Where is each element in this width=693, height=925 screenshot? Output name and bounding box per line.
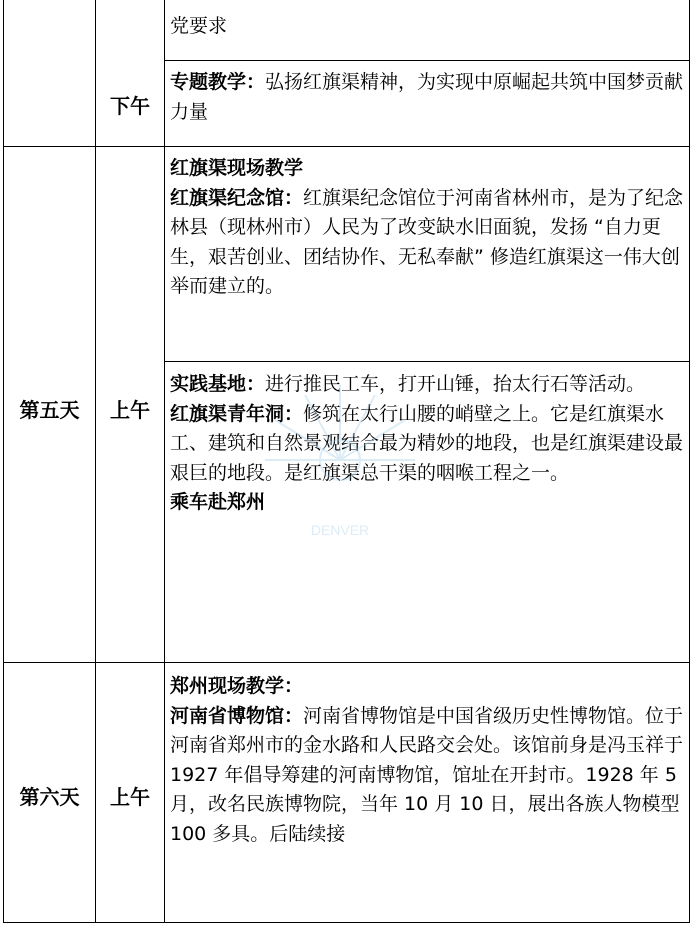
day5-memorial-paragraph <box>170 184 685 302</box>
day5-tunnel-heading: 红旗渠青年洞： <box>170 402 304 425</box>
row1-paragraph <box>170 68 685 127</box>
day6-content <box>170 672 685 849</box>
row1-time: 下午 <box>110 94 150 118</box>
rule-r1-bottom <box>3 146 690 147</box>
day5-practice-body: 进行推民工车，打开山锤，抬太行石等活动。 <box>265 373 646 395</box>
day6-label: 第六天 <box>19 785 80 809</box>
day5-block2 <box>170 370 685 518</box>
day6-time: 上午 <box>110 785 150 809</box>
row1-content <box>170 68 685 127</box>
day5-time: 上午 <box>110 398 150 422</box>
day5-title: 红旗渠现场教学 <box>170 157 304 179</box>
rule-day5-split <box>164 361 690 362</box>
day5-label: 第五天 <box>19 398 80 422</box>
row0-content <box>170 12 685 42</box>
rule-r0-bottom <box>164 60 690 61</box>
rule-day5-bottom <box>3 662 690 663</box>
day5-practice-heading: 实践基地： <box>170 373 266 395</box>
day6-museum-heading: 河南省博物馆： <box>170 704 304 727</box>
rule-table-bottom <box>3 922 690 923</box>
day5-tunnel-paragraph <box>170 400 685 489</box>
row1-heading: 专题教学： <box>170 71 266 93</box>
row0-text: 党要求 <box>170 15 228 37</box>
day6-museum-body: 河南省博物馆是中国省级历史性博物馆。位于河南省郑州市的金水路和人民路交会处。该馆前身是冯玉祥于 1927 年倡导筹建的河南博物馆，馆址在开封市。1928 年 5 月，改名民族博物院，当年 10 月 10 日，展出各族人物模型 100 多具。后陆续接 <box>170 704 684 845</box>
day5-practice-paragraph <box>170 370 685 400</box>
watermark-text: DENVER <box>310 522 370 538</box>
watermark-logo <box>255 375 425 545</box>
rule-right-edge <box>689 0 690 923</box>
day6-title: 郑州现场教学： <box>170 675 304 697</box>
day5-memorial-heading: 红旗渠纪念馆： <box>170 186 304 209</box>
day5-block1 <box>170 154 685 302</box>
day5-tunnel-body: 修筑在太行山腰的峭壁之上。它是红旗渠水工、建筑和自然景观结合最为精妙的地段，也是红旗渠建设最艰巨的地段。是红旗渠总干渠的咽喉工程之一。 <box>170 402 684 484</box>
day6-museum-paragraph <box>170 702 685 850</box>
row1-body: 弘扬红旗渠精神，为实现中原崛起共筑中国梦贡献力量 <box>170 71 684 123</box>
rule-col2 <box>164 0 165 923</box>
day5-memorial-body: 红旗渠纪念馆位于河南省林州市，是为了纪念林县（现林州市）人民为了改变缺水旧面貌，发扬 “自力更生，艰苦创业、团结协作、无私奉献” 修造红旗渠这一伟大创举而建立的。 <box>170 186 684 297</box>
day5-footer: 乘车赴郑州 <box>170 491 266 513</box>
